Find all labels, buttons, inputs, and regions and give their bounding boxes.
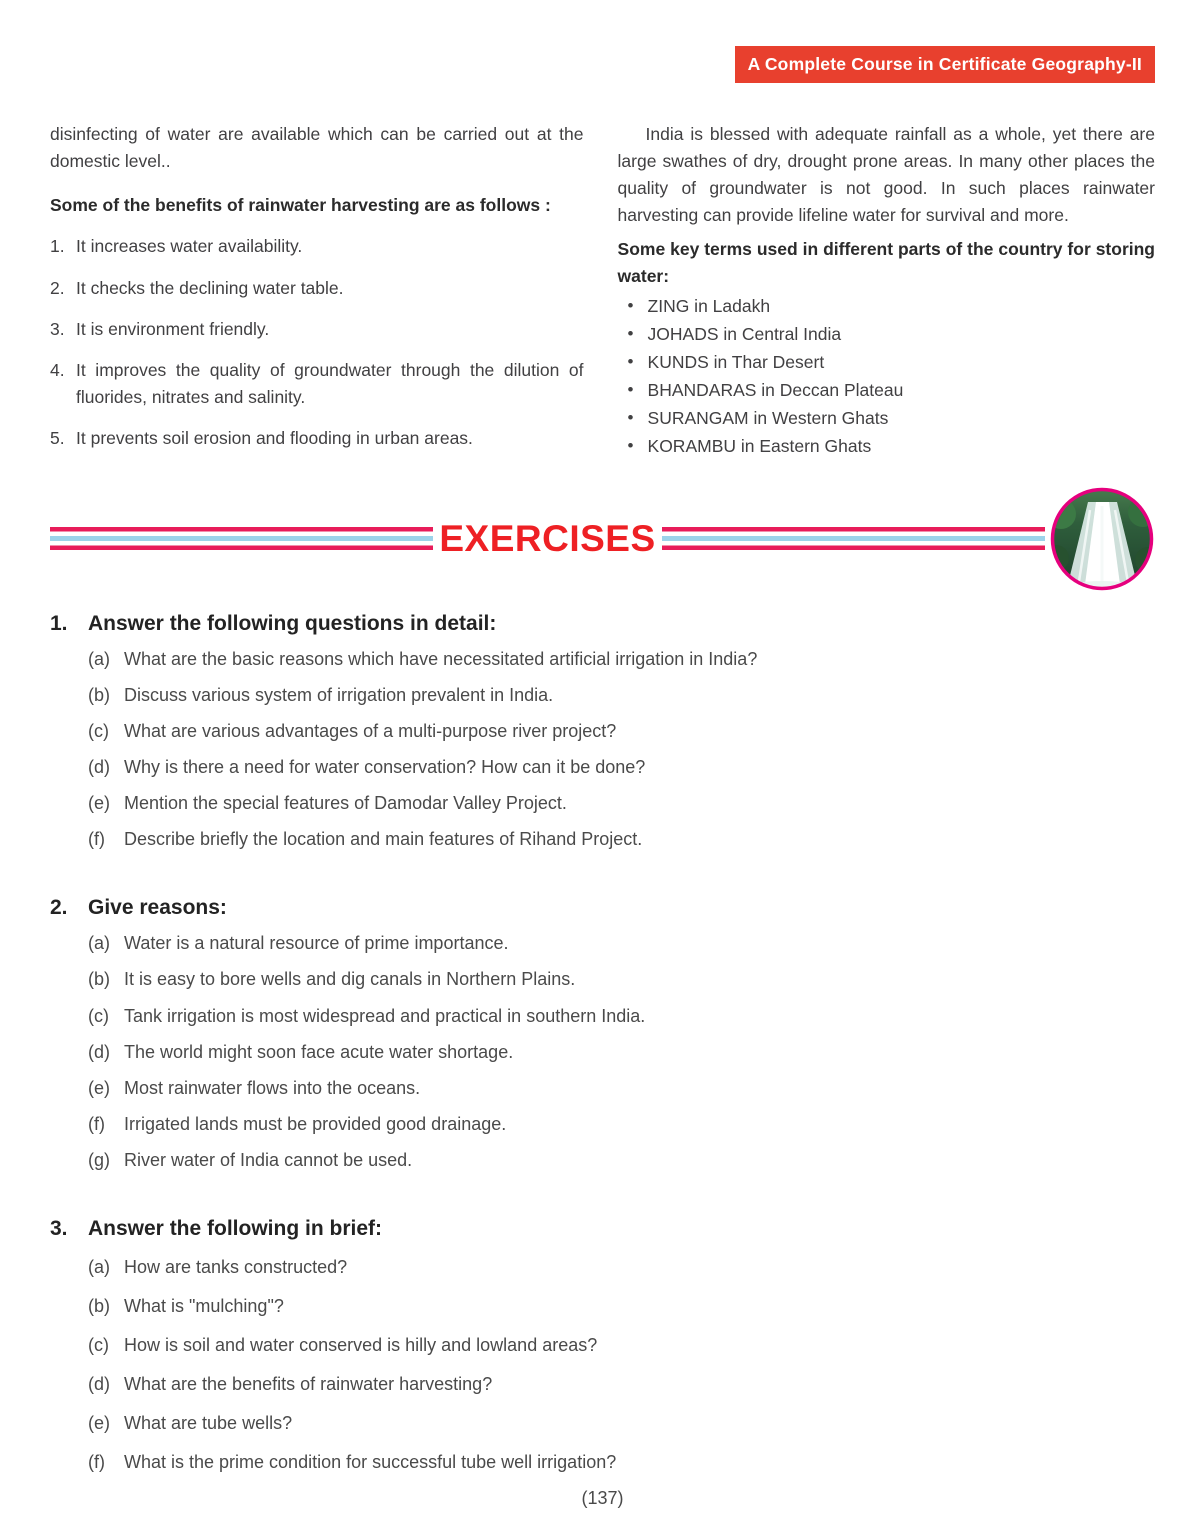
question-text: The world might soon face acute water shortage. (124, 1041, 514, 1062)
question-label: (g) (88, 1149, 110, 1170)
question-list (88, 646, 1155, 853)
question-text: What are tube wells? (124, 1413, 293, 1434)
list-item (50, 357, 584, 411)
question-label: (d) (88, 1041, 110, 1062)
question-item (88, 1111, 1155, 1137)
right-column (618, 121, 1155, 460)
item-number: 2. (50, 277, 65, 298)
question-label: (a) (88, 1256, 110, 1277)
section-heading (50, 1217, 1155, 1241)
question-item (88, 1371, 1155, 1397)
question-item (88, 1449, 1155, 1475)
question-item (88, 930, 1155, 956)
item-text: It checks the declining water table. (76, 277, 344, 298)
section-number: 1. (50, 611, 68, 635)
two-column-text (50, 121, 1155, 460)
question-text: How is soil and water conserved is hilly and lowland areas? (124, 1335, 598, 1356)
question-text: Tank irrigation is most widespread and practical in southern India. (124, 1005, 646, 1026)
question-label: (f) (88, 1113, 105, 1134)
list-item (50, 275, 584, 302)
list-item: • ZING in Ladakh (618, 292, 1155, 320)
exercises-title: EXERCISES (439, 517, 656, 559)
list-item (50, 425, 584, 452)
question-list (88, 930, 1155, 1173)
question-label: (e) (88, 1077, 110, 1098)
question-label: (d) (88, 757, 110, 778)
question-item (88, 718, 1155, 744)
question-label: (f) (88, 1452, 105, 1473)
question-label: (d) (88, 1374, 110, 1395)
question-text: Water is a natural resource of prime importance. (124, 933, 509, 954)
question-text: River water of India cannot be used. (124, 1149, 413, 1170)
question-item (88, 790, 1155, 816)
section-number: 2. (50, 896, 68, 920)
list-item: • KUNDS in Thar Desert (618, 348, 1155, 376)
section-title: Answer the following questions in detail: (88, 611, 497, 635)
question-label: (a) (88, 933, 110, 954)
question-label: (e) (88, 1413, 110, 1434)
page-number: (137) (581, 1487, 624, 1508)
question-label: (a) (88, 648, 110, 669)
question-text: What is "mulching"? (124, 1296, 284, 1317)
key-terms-list (618, 292, 1155, 460)
exercise-section-3 (50, 1217, 1155, 1476)
waterfall-image (1049, 486, 1155, 592)
question-item (88, 1410, 1155, 1436)
item-text: It prevents soil erosion and flooding in urban areas. (76, 428, 473, 448)
question-label: (b) (88, 969, 110, 990)
question-item (88, 966, 1155, 992)
question-item (88, 1003, 1155, 1029)
item-text: It is environment friendly. (76, 318, 270, 339)
benefits-heading: Some of the benefits of rainwater harvesting are as follows : (50, 195, 551, 216)
question-text: What are various advantages of a multi-purpose river project? (124, 720, 617, 741)
question-text: What is the prime condition for successful tube well irrigation? (124, 1452, 617, 1473)
section-number: 3. (50, 1216, 68, 1240)
question-item (88, 1075, 1155, 1101)
exercises-divider (50, 486, 1155, 592)
question-item (88, 826, 1155, 852)
question-list (88, 1254, 1155, 1476)
question-item (88, 1039, 1155, 1065)
waterfall-photo-circle (1049, 486, 1155, 592)
question-text: Most rainwater flows into the oceans. (124, 1077, 421, 1098)
item-number: 5. (50, 428, 65, 448)
section-heading (50, 612, 1155, 636)
question-label: (e) (88, 793, 110, 814)
list-item: • BHANDARAS in Deccan Plateau (618, 376, 1155, 404)
question-item (88, 1147, 1155, 1173)
item-number: 3. (50, 318, 65, 339)
question-label: (f) (88, 829, 105, 850)
list-item: • JOHADS in Central India (618, 320, 1155, 348)
question-text: Discuss various system of irrigation prevalent in India. (124, 684, 554, 705)
question-label: (c) (88, 1335, 109, 1356)
question-label: (b) (88, 684, 110, 705)
question-item (88, 682, 1155, 708)
list-item: • SURANGAM in Western Ghats (618, 404, 1155, 432)
list-item: • KORAMBU in Eastern Ghats (618, 432, 1155, 460)
question-label: (b) (88, 1296, 110, 1317)
section-title: Give reasons: (88, 896, 227, 920)
india-rainfall-paragraph: India is blessed with adequate rainfall as a whole, yet there are large swathes of dry, drought prone areas. In many other places the quality of groundwater is not good. In such places rainwater harvesting can provide lifeline water for survival and more. (617, 124, 1155, 226)
exercise-section-1 (50, 612, 1155, 853)
item-number: 4. (50, 359, 65, 380)
question-text: Why is there a need for water conservation? How can it be done? (124, 757, 646, 778)
divider-stripes-left (50, 527, 433, 550)
key-terms-heading: Some key terms used in different parts of the country for storing water: (617, 238, 1155, 286)
question-item (88, 1293, 1155, 1319)
intro-paragraph: disinfecting of water are available which can be carried out at the domestic level.. (50, 124, 584, 172)
question-label: (c) (88, 1005, 109, 1026)
question-text: Mention the special features of Damodar Valley Project. (124, 793, 567, 814)
question-item (88, 646, 1155, 672)
item-text: It increases water availability. (76, 236, 303, 257)
divider-stripes-right (662, 527, 1045, 550)
list-item (50, 233, 584, 260)
left-column (50, 121, 584, 460)
list-item (50, 316, 584, 343)
section-heading (50, 896, 1155, 920)
section-title: Answer the following in brief: (88, 1216, 382, 1240)
question-text: What are the benefits of rainwater harvesting? (124, 1374, 493, 1395)
question-text: Irrigated lands must be provided good drainage. (124, 1113, 507, 1134)
question-item (88, 754, 1155, 780)
book-title-banner: A Complete Course in Certificate Geography-II (735, 46, 1155, 83)
exercise-section-2 (50, 896, 1155, 1173)
item-text: It improves the quality of groundwater through the dilution of fluorides, nitrates and salinity. (76, 359, 584, 407)
question-label: (c) (88, 720, 109, 741)
item-number: 1. (50, 236, 65, 257)
question-text: It is easy to bore wells and dig canals in Northern Plains. (124, 969, 576, 990)
benefits-list (50, 233, 584, 452)
question-item (88, 1332, 1155, 1358)
question-text: Describe briefly the location and main features of Rihand Project. (124, 829, 643, 850)
question-text: What are the basic reasons which have necessitated artificial irrigation in India? (124, 648, 758, 669)
question-item (88, 1254, 1155, 1280)
question-text: How are tanks constructed? (124, 1256, 348, 1277)
